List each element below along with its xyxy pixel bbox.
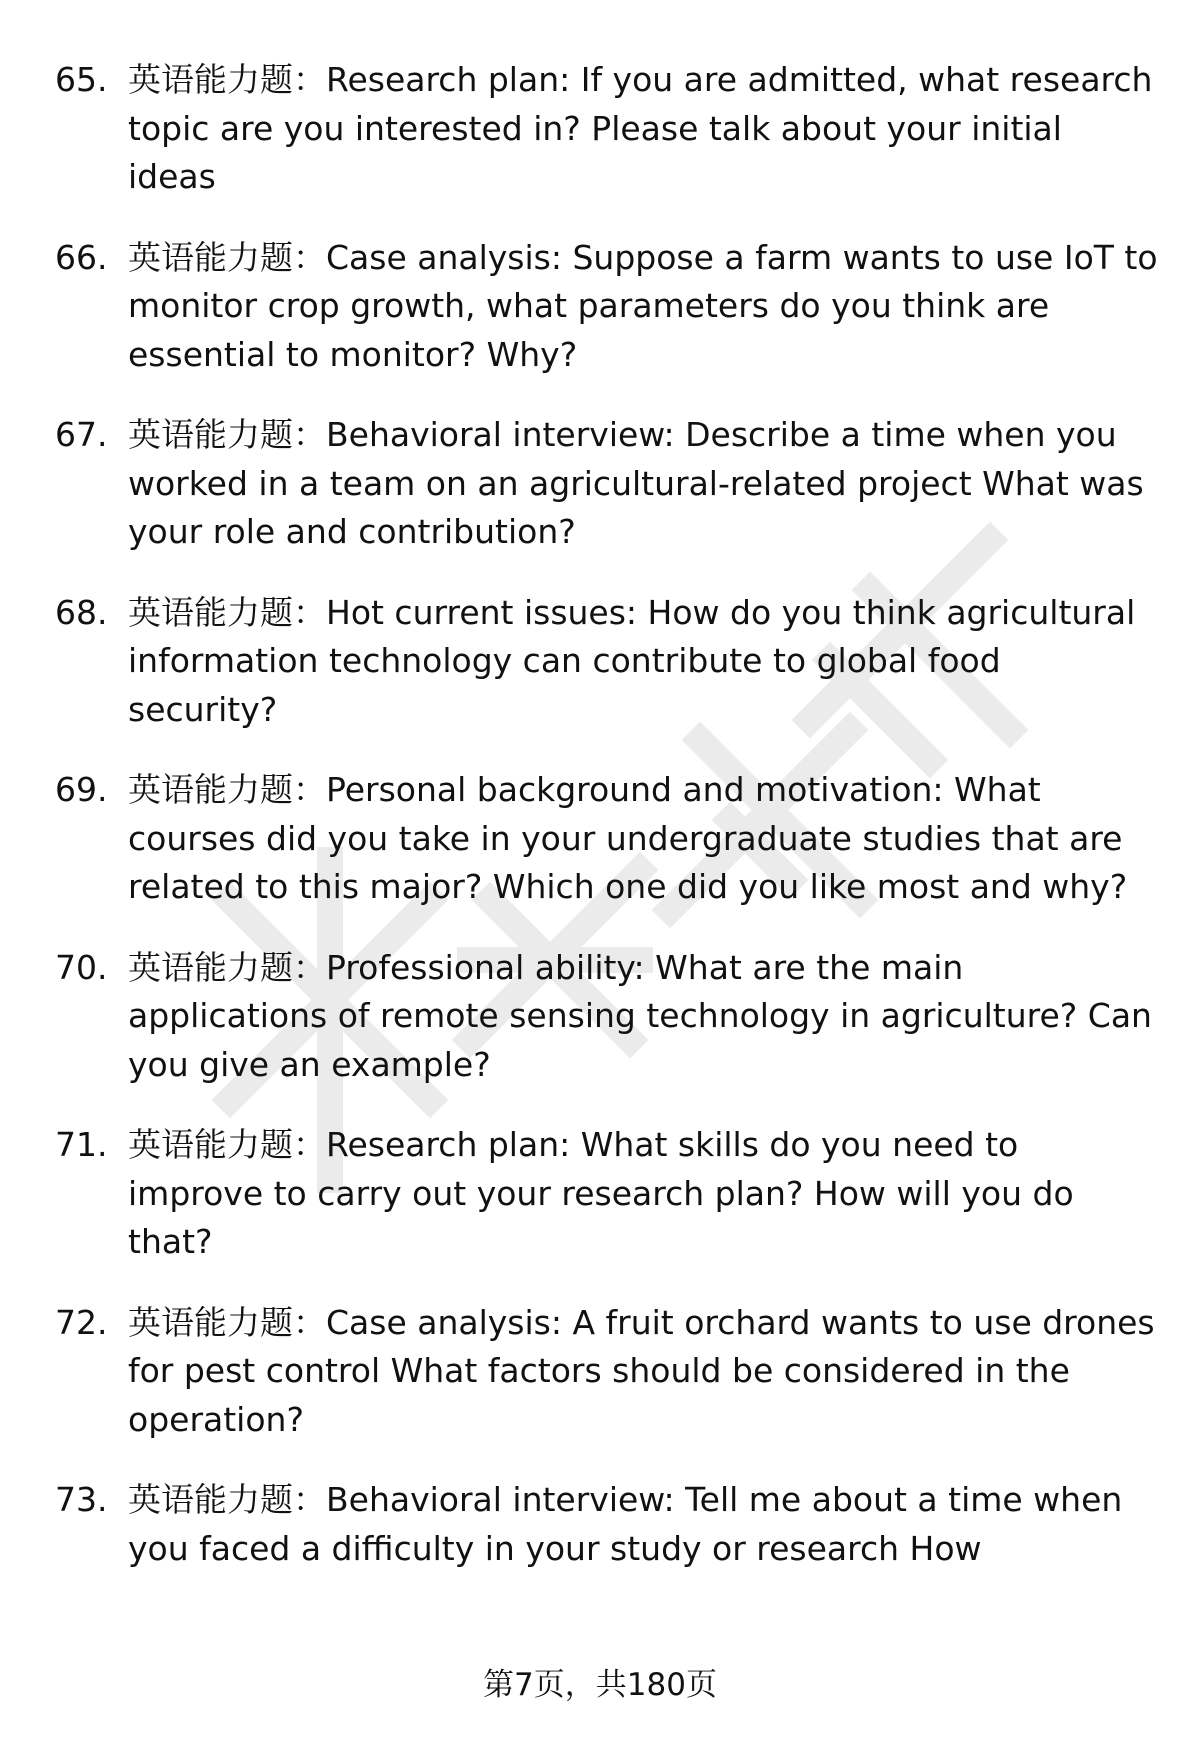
- question-item: [55, 56, 1160, 202]
- question-item: [55, 1299, 1160, 1445]
- question-item: [55, 411, 1160, 557]
- question-number: 70.: [55, 947, 108, 987]
- question-text: 英语能力题：Personal background and motivation: What courses did you take in your undergraduate studies that are related to this major? Which one did you like most and why?: [128, 770, 1128, 906]
- question-text: 英语能力题：Behavioral interview: Tell me about a time when you faced a difficulty in your study or research How: [128, 1480, 1123, 1568]
- question-number: 73.: [55, 1480, 108, 1519]
- question-item: [55, 1476, 1160, 1573]
- question-text: 英语能力题：Professional ability: What are the main applications of remote sensing technology in agriculture? Can you give an example?: [128, 947, 1152, 1084]
- question-number: 65.: [55, 60, 108, 99]
- question-item: [55, 944, 1160, 1090]
- question-list: [55, 56, 1160, 1573]
- question-number: 72.: [55, 1302, 108, 1342]
- question-text: 英语能力题：Hot current issues: How do you think agricultural information technology can contribute to global food security?: [128, 592, 1136, 729]
- question-text: 英语能力题：Research plan: What skills do you need to improve to carry out your research plan? How will you do that?: [128, 1125, 1074, 1261]
- question-number: 66.: [55, 237, 108, 277]
- question-item: [55, 766, 1160, 912]
- question-text: 英语能力题：Behavioral interview: Describe a time when you worked in a team on an agricultural-related project What was your role and contribution?: [128, 415, 1144, 551]
- question-number: 69.: [55, 770, 108, 809]
- question-number: 67.: [55, 415, 108, 454]
- page-number-label: 第7页，共180页: [483, 1667, 717, 1703]
- page-footer: [0, 1660, 1200, 1710]
- question-item: [55, 589, 1160, 735]
- question-item: [55, 234, 1160, 380]
- question-text: 英语能力题：Case analysis: Suppose a farm wants to use IoT to monitor crop growth, what parameters do you think are essential to monitor? Why?: [128, 237, 1158, 374]
- question-number: 68.: [55, 592, 108, 632]
- question-number: 71.: [55, 1125, 108, 1164]
- question-text: 英语能力题：Case analysis: A fruit orchard wants to use drones for pest control What factors should be considered in the operation?: [128, 1302, 1155, 1439]
- question-item: [55, 1121, 1160, 1267]
- question-text: 英语能力题：Research plan: If you are admitted, what research topic are you interested in? Please talk about your initial ideas: [128, 60, 1153, 196]
